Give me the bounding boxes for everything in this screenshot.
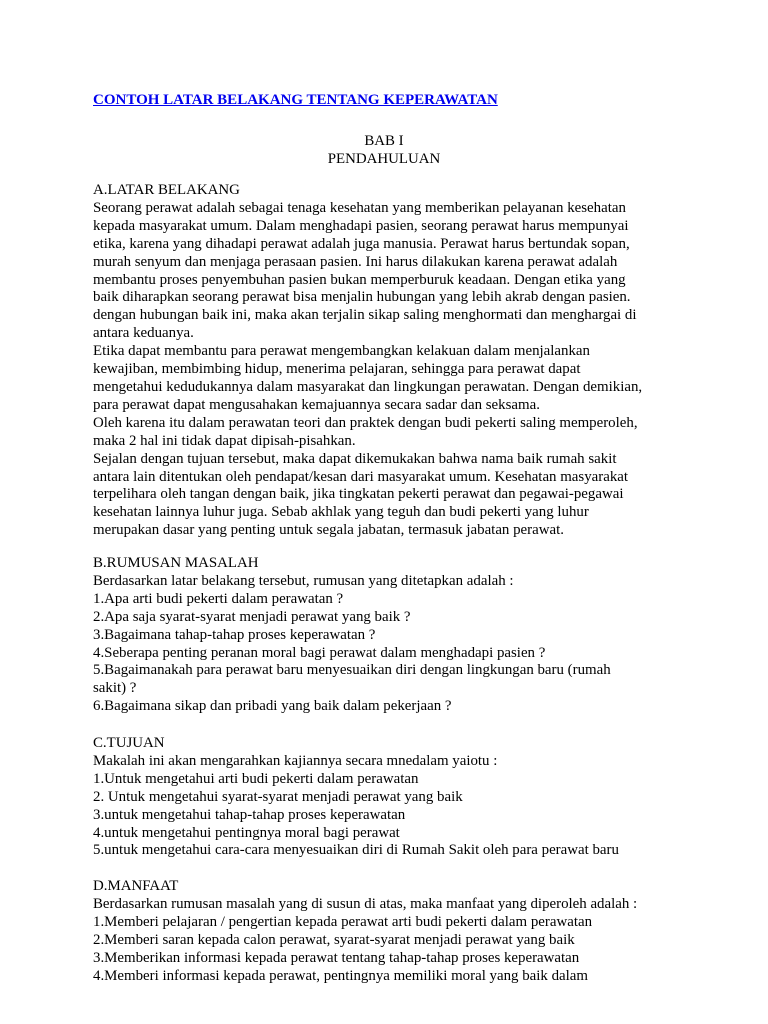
paragraph-line: kesehatan lainnya luhur juga. Sebab akhlak yang teguh dan budi pekerti yang luhur <box>93 504 589 521</box>
paragraph-line: sakit) ? <box>93 680 137 697</box>
paragraph-line: 3.Bagaimana tahap-tahap proses keperawatan ? <box>93 626 376 643</box>
paragraph-line: Berdasarkan rumusan masalah yang di susun di atas, maka manfaat yang diperoleh adalah : <box>93 895 638 912</box>
paragraph-line: maka 2 hal ini tidak dapat dipisah-pisahkan. <box>93 432 356 449</box>
section-heading: B.RUMUSAN MASALAH <box>93 555 259 571</box>
paragraph-line: mengetahui kedudukannya dalam masyarakat dan lingkungan perawatan. Dengan demikian, <box>93 378 643 395</box>
paragraph-line: 6.Bagaimana sikap dan pribadi yang baik dalam pekerjaan ? <box>93 698 452 715</box>
paragraph-line: Makalah ini akan mengarahkan kajiannya secara mnedalam yaiotu : <box>93 752 498 769</box>
section-heading: D.MANFAAT <box>93 878 179 894</box>
paragraph-line: Sejalan dengan tujuan tersebut, maka dapat dikemukakan bahwa nama baik rumah sakit <box>93 450 617 467</box>
chapter-number: BAB I <box>364 133 404 149</box>
paragraph-line: 2.Apa saja syarat-syarat menjadi perawat yang baik ? <box>93 608 411 625</box>
paragraph-line: etika, karena yang dihadapi perawat adalah juga manusia. Perawat harus bertundak sopan, <box>93 235 630 252</box>
paragraph-line: para perawat dapat mengusahakan kemajuannya secara sadar dan seksama. <box>93 396 540 413</box>
paragraph-line: antara lain ditentukan oleh pendapat/kesan dari masyarakat umum. Kesehatan masyarakat <box>93 468 629 485</box>
document-title-link[interactable]: CONTOH LATAR BELAKANG TENTANG KEPERAWATAN <box>93 92 498 108</box>
paragraph-line: 4.untuk mengetahui pentingnya moral bagi perawat <box>93 824 400 841</box>
paragraph-line: membantu proses penyembuhan pasien bukan memperburuk keadaan. Dengan etika yang <box>93 271 626 288</box>
paragraph-line: kewajiban, membimbing hidup, menerima pelajaran, sehingga para perawat dapat <box>93 361 581 378</box>
section-heading: C.TUJUAN <box>93 735 165 751</box>
paragraph-line: kepada masyarakat umum. Dalam menghadapi pasien, seorang perawat harus mempunyai <box>93 217 629 234</box>
paragraph-line: Oleh karena itu dalam perawatan teori dan praktek dengan budi pekerti saling memperoleh, <box>93 414 638 431</box>
paragraph-line: antara keduanya. <box>93 325 194 342</box>
paragraph-line: 3.Memberikan informasi kepada perawat tentang tahap-tahap proses keperawatan <box>93 949 580 966</box>
section-manfaat <box>93 878 693 985</box>
paragraph-line: 1.Memberi pelajaran / pengertian kepada perawat arti budi pekerti dalam perawatan <box>93 913 593 930</box>
paragraph-line: Seorang perawat adalah sebagai tenaga kesehatan yang memberikan pelayanan kesehatan <box>93 199 626 216</box>
paragraph-line: 1.Untuk mengetahui arti budi pekerti dalam perawatan <box>93 770 419 787</box>
paragraph-line: murah senyum dan menjaga perasaan pasien. Ini harus dilakukan karena perawat adalah <box>93 253 618 270</box>
paragraph-line: dengan hubungan baik ini, maka akan terjalin sikap saling menghormati dan menghargai di <box>93 307 637 324</box>
paragraph-line: merupakan dasar yang penting untuk segala jabatan, termasuk jabatan perawat. <box>93 522 564 539</box>
paragraph-line: 5.untuk mengetahui cara-cara menyesuaikan diri di Rumah Sakit oleh para perawat baru <box>93 842 619 859</box>
paragraph-line: 2. Untuk mengetahui syarat-syarat menjadi perawat yang baik <box>93 788 463 805</box>
paragraph-line: 4.Seberapa penting peranan moral bagi perawat dalam menghadapi pasien ? <box>93 644 546 661</box>
chapter-title: PENDAHULUAN <box>327 151 441 167</box>
section-heading: A.LATAR BELAKANG <box>93 182 240 198</box>
paragraph-line: 4.Memberi informasi kepada perawat, pentingnya memiliki moral yang baik dalam <box>93 967 588 984</box>
section-tujuan <box>93 735 693 860</box>
paragraph-line: Berdasarkan latar belakang tersebut, rumusan yang ditetapkan adalah : <box>93 572 514 589</box>
paragraph-line: terpelihara oleh tangan dengan baik, jika tingkatan pekerti perawat dan pegawai-pegawai <box>93 486 624 503</box>
paragraph-line: 1.Apa arti budi pekerti dalam perawatan ? <box>93 590 344 607</box>
section-rumusan-masalah <box>93 555 693 716</box>
section-latar-belakang <box>93 182 693 540</box>
paragraph-line: 5.Bagaimanakah para perawat baru menyesuaikan diri dengan lingkungan baru (rumah <box>93 662 611 679</box>
paragraph-line: baik diharapkan seorang perawat bisa menjalin hubungan yang lebih akrab dengan pasien. <box>93 289 631 306</box>
paragraph-line: 3.untuk mengetahui tahap-tahap proses keperawatan <box>93 806 406 823</box>
paragraph-line: Etika dapat membantu para perawat mengembangkan kelakuan dalam menjalankan <box>93 343 590 360</box>
paragraph-line: 2.Memberi saran kepada calon perawat, syarat-syarat menjadi perawat yang baik <box>93 931 575 948</box>
